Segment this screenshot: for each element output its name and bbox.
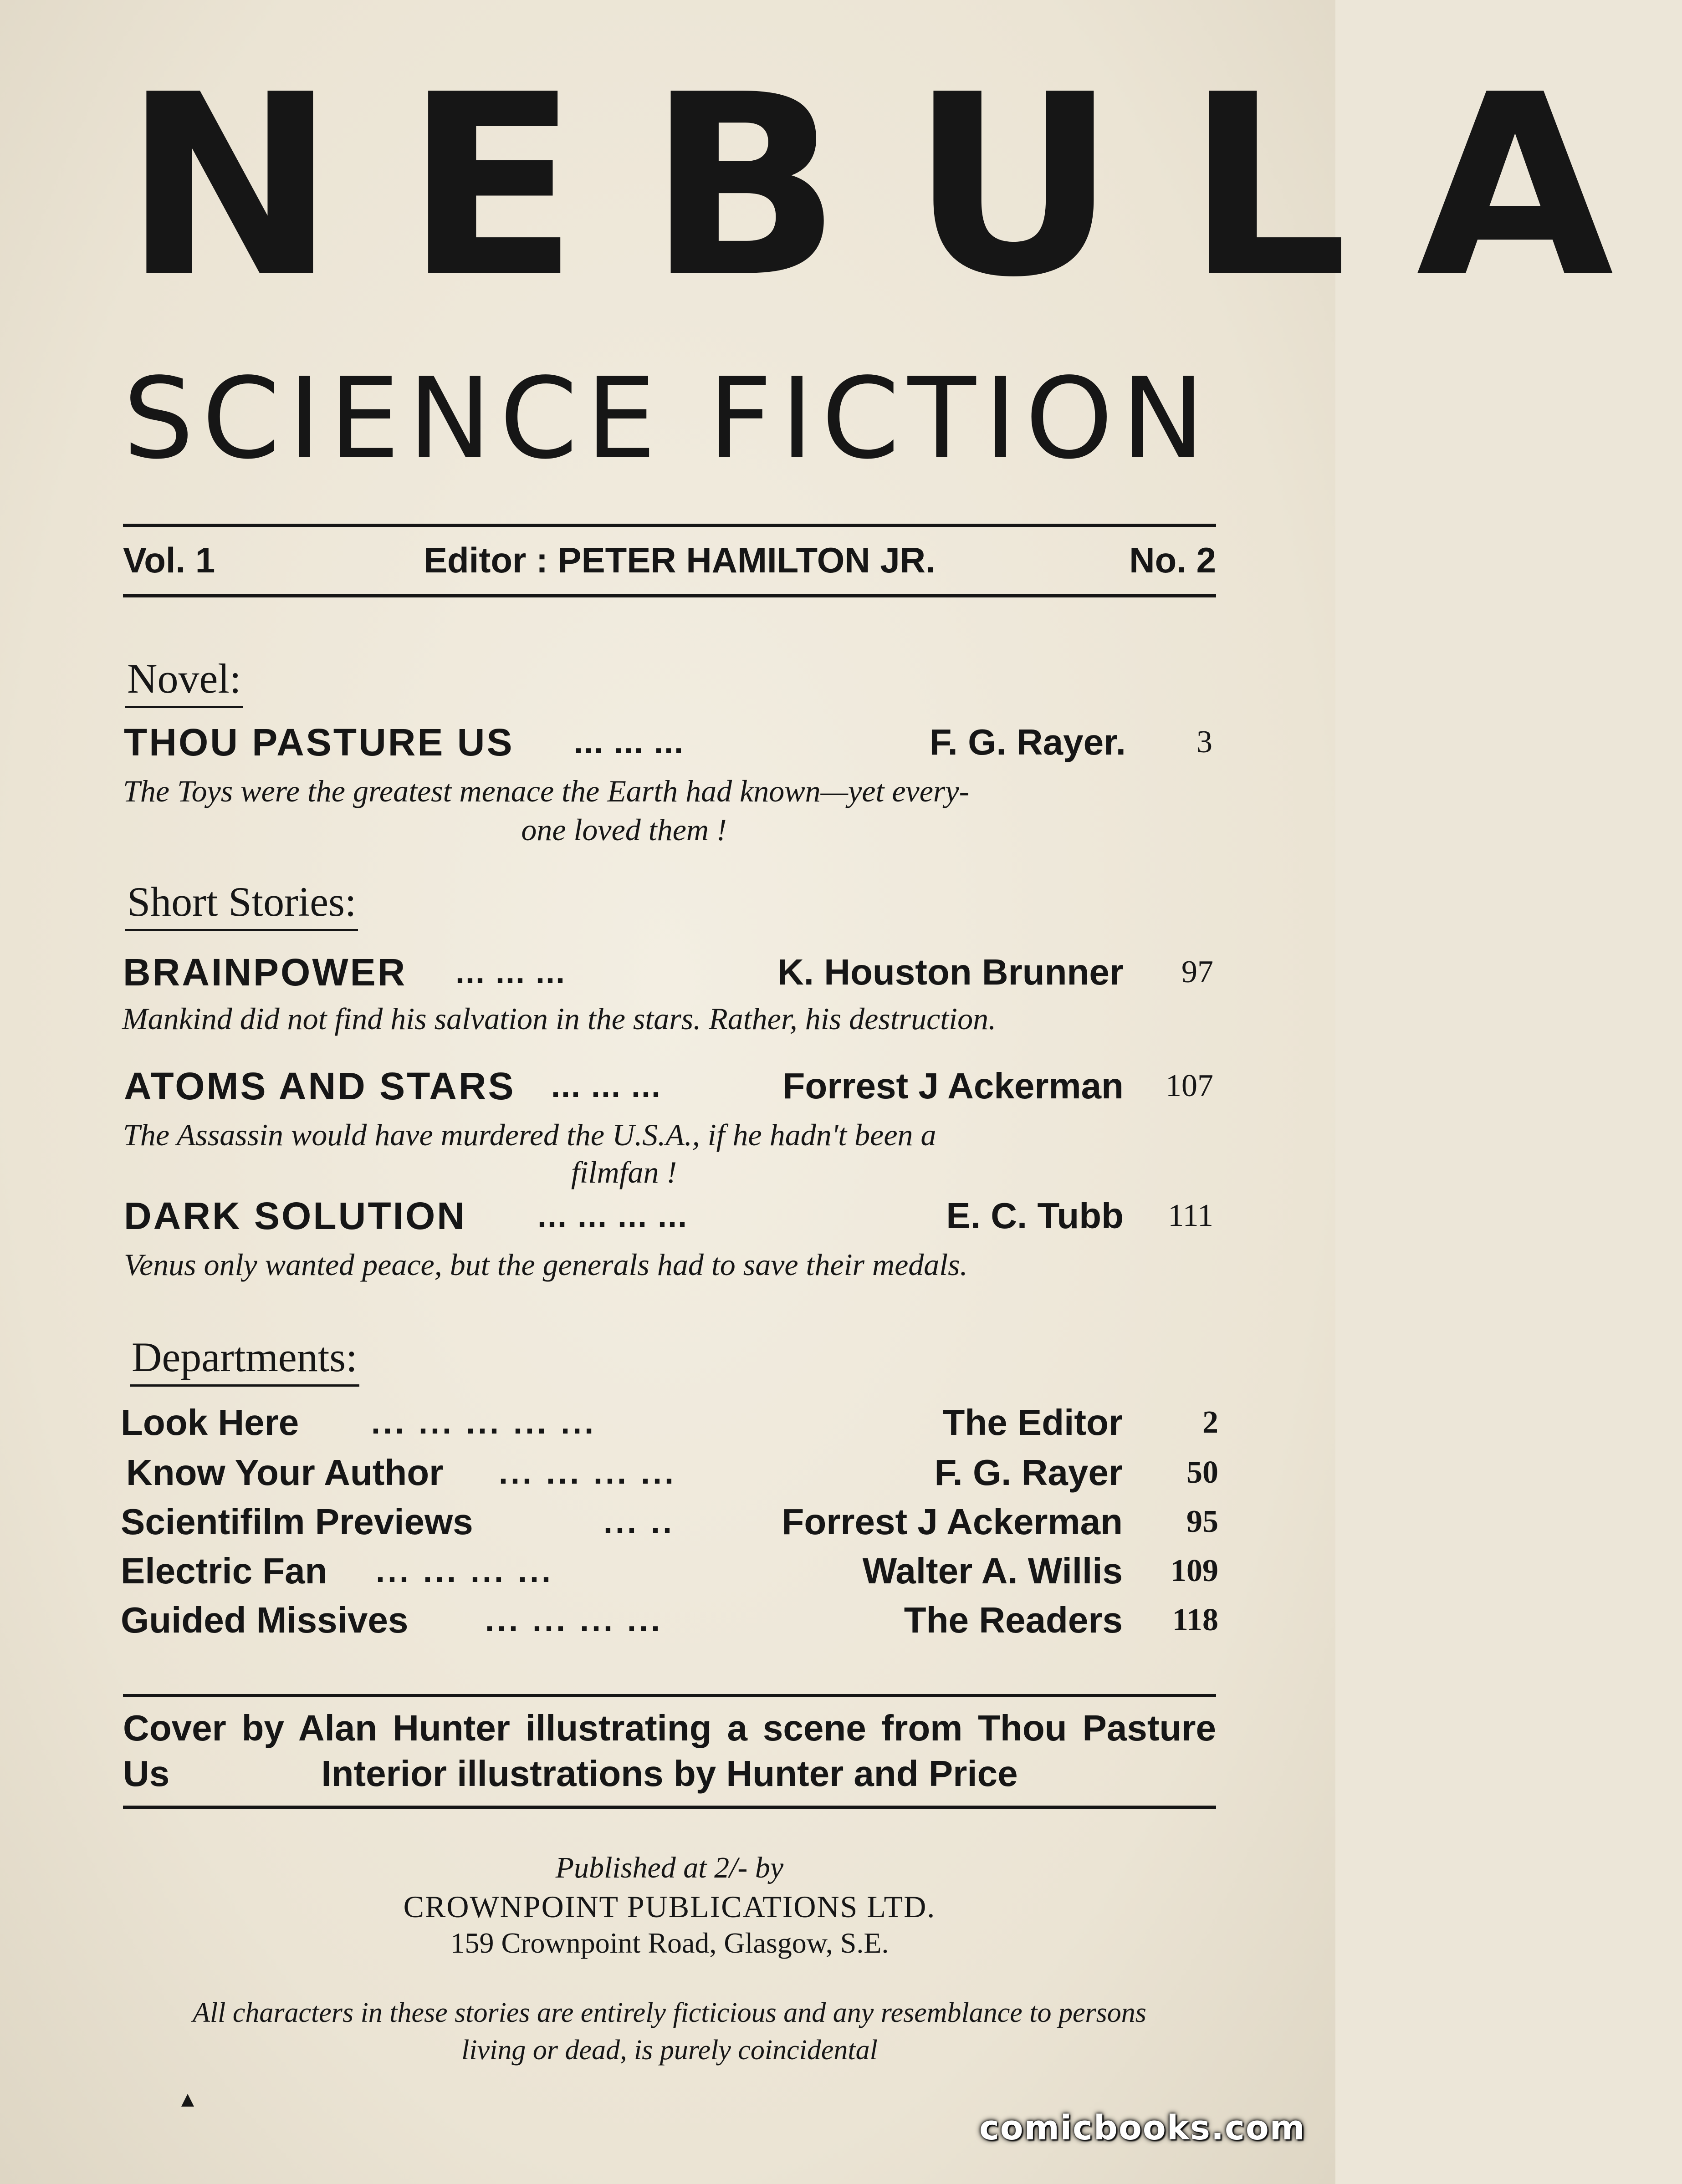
department-leader-dots: ... ... ... ... <box>499 1454 677 1491</box>
price-line: Published at 2/- by <box>555 1851 784 1884</box>
department-author: The Editor <box>942 1402 1123 1443</box>
disclaimer-line: All characters in these stories are entirely ficticious and any resemblance to persons <box>193 1997 1146 2028</box>
entry-leader-dots: ... ... ... ... <box>537 1198 688 1234</box>
entry-blurb: Venus only wanted peace, but the generals had to save their medals. <box>124 1247 968 1282</box>
department-page-number: 95 <box>1186 1504 1218 1539</box>
department-row <box>121 1546 1218 1596</box>
credits-bottom-rule <box>123 1806 1216 1809</box>
department-author: Forrest J Ackerman <box>782 1501 1123 1542</box>
department-row <box>121 1398 1218 1447</box>
section-heading-short-stories: Short Stories: <box>125 874 358 931</box>
masthead-title: NEBULA <box>123 41 1682 332</box>
department-row <box>121 1596 1218 1645</box>
entry-title: THOU PASTURE US <box>124 721 514 764</box>
department-page-number: 118 <box>1172 1602 1218 1638</box>
entry-title: DARK SOLUTION <box>124 1194 466 1237</box>
department-leader-dots: ... ... ... ... ... <box>371 1404 597 1441</box>
entry-leader-dots: ... ... ... <box>455 954 566 990</box>
entry-author: E. C. Tubb <box>946 1195 1124 1236</box>
entry-page-number: 107 <box>1166 1068 1213 1103</box>
department-page-number: 2 <box>1202 1405 1218 1440</box>
entry-blurb: Mankind did not find his salvation in the stars. Rather, his destruction. <box>122 1001 997 1036</box>
entry-blurb-continued: one loved them ! <box>521 812 727 847</box>
department-leader-dots: ... ... ... ... <box>485 1602 663 1638</box>
entry-title: ATOMS AND STARS <box>124 1065 516 1107</box>
department-title: Electric Fan <box>121 1551 327 1591</box>
department-leader-dots: ... ... ... ... <box>376 1553 554 1589</box>
entry-author: Forrest J Ackerman <box>782 1066 1124 1106</box>
entry-title: BRAINPOWER <box>123 951 407 994</box>
entry-blurb-continued: filmfan ! <box>571 1155 677 1189</box>
interior-credit: Interior illustrations by Hunter and Price <box>321 1753 1018 1794</box>
department-row <box>121 1448 1218 1497</box>
issue-number: No. 2 <box>1129 540 1216 580</box>
issue-info-bottom-rule <box>123 594 1216 597</box>
printer-mark <box>181 2094 194 2107</box>
entry-blurb: The Assassin would have murdered the U.S.A., if he hadn't been a <box>123 1118 936 1152</box>
watermark: comicbooks.com <box>979 2108 1306 2148</box>
publisher-name: CROWNPOINT PUBLICATIONS LTD. <box>403 1889 936 1924</box>
entry-page-number: 97 <box>1181 954 1213 990</box>
entry-author: F. G. Rayer. <box>929 722 1126 762</box>
credits-top-rule <box>123 1694 1216 1697</box>
entry-author: K. Houston Brunner <box>777 952 1124 992</box>
department-row <box>121 1497 1218 1546</box>
entry-page-number: 3 <box>1196 725 1212 760</box>
department-page-number: 109 <box>1171 1553 1218 1588</box>
issue-info-row <box>123 535 1216 585</box>
entry-blurb: The Toys were the greatest menace the Earth had known—yet every- <box>123 774 970 808</box>
editor-label: Editor : PETER HAMILTON JR. <box>424 540 936 580</box>
department-title: Guided Missives <box>121 1600 409 1640</box>
publisher-address: 159 Crownpoint Road, Glasgow, S.E. <box>450 1927 889 1959</box>
department-title: Know Your Author <box>126 1452 444 1493</box>
entry-page-number: 111 <box>1168 1198 1213 1233</box>
entry-leader-dots: ... ... ... <box>574 724 685 760</box>
masthead-subtitle: SCIENCE FICTION <box>123 354 1213 484</box>
disclaimer-line-continued: living or dead, is purely coincidental <box>461 2035 878 2066</box>
department-author: Walter A. Willis <box>862 1551 1123 1591</box>
department-leader-dots: ... .. <box>603 1504 675 1540</box>
entry-leader-dots: ... ... ... <box>551 1068 662 1104</box>
department-page-number: 50 <box>1186 1455 1218 1490</box>
volume-label: Vol. 1 <box>123 540 215 580</box>
cover-credit: Cover by Alan Hunter illustrating a scene from Thou Pasture Us <box>123 1708 1216 1794</box>
department-title: Look Here <box>121 1402 299 1443</box>
department-author: The Readers <box>904 1600 1123 1640</box>
department-author: F. G. Rayer <box>934 1452 1123 1493</box>
department-title: Scientifilm Previews <box>121 1501 473 1542</box>
top-rule <box>123 524 1216 527</box>
section-heading-novel: Novel: <box>125 651 243 708</box>
section-heading-departments: Departments: <box>130 1330 359 1387</box>
